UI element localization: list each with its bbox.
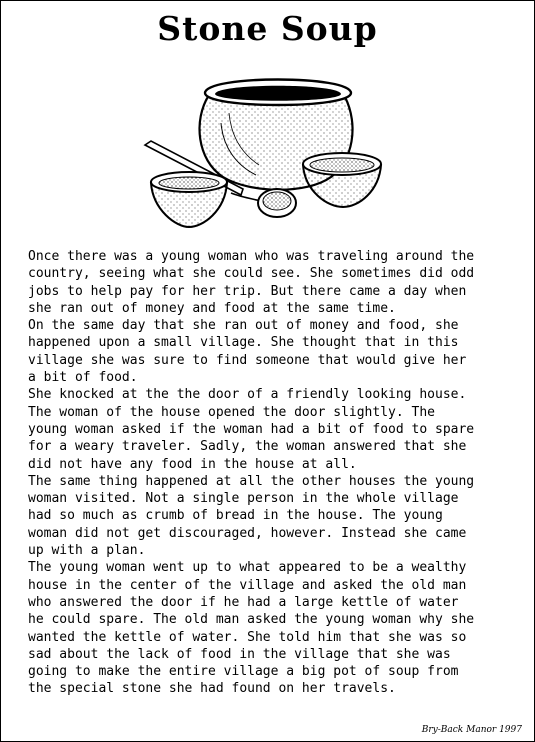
story-line: had so much as crumb of bread in the house. The young — [28, 508, 443, 524]
story-text — [28, 248, 528, 698]
story-line: woman did not get discouraged, however. Instead she came — [28, 525, 467, 541]
story-line: up with a plan. — [28, 543, 146, 559]
right-bowl-icon — [303, 153, 381, 207]
story-line: he could spare. The old man asked the young woman why she — [28, 612, 475, 628]
story-line: happened upon a small village. She thought that in this — [28, 335, 459, 351]
story-line: The same thing happened at all the other houses the young — [28, 473, 475, 489]
story-line: country, seeing what she could see. She sometimes did odd — [28, 266, 475, 282]
story-line: sad about the lack of food in the village that she was — [28, 646, 451, 662]
page-title: Stone Soup — [157, 9, 378, 48]
story-line: Once there was a young woman who was traveling around the — [28, 249, 475, 264]
story-line: who answered the door if he had a large kettle of water — [28, 594, 459, 610]
copyright-credit: Bry-Back Manor 1997 — [421, 725, 522, 735]
story-line: house in the center of the village and asked the old man — [28, 577, 467, 593]
story-line: did not have any food in the house at all. — [28, 456, 357, 472]
story-line: On the same day that she ran out of money and food, she — [28, 318, 459, 334]
story-line: The woman of the house opened the door slightly. The — [28, 404, 435, 420]
story-line: jobs to help pay for her trip. But there came a day when — [28, 283, 467, 299]
soup-pot-with-bowls-and-ladle-icon — [131, 65, 401, 235]
story-line: the special stone she had found on her travels. — [28, 681, 396, 697]
story-line: woman visited. Not a single person in the whole village — [28, 491, 459, 507]
story-line: she ran out of money and food at the same time. — [28, 300, 396, 316]
story-line: young woman asked if the woman had a bit of food to spare — [28, 421, 475, 437]
story-line: going to make the entire village a big pot of soup from — [28, 664, 459, 680]
story-line: village she was sure to find someone that would give her — [28, 352, 467, 368]
story-line: The young woman went up to what appeared to be a wealthy — [28, 560, 467, 576]
left-bowl-icon — [151, 172, 227, 227]
story-line: She knocked at the the door of a friendly looking house. — [28, 387, 467, 403]
story-line: a bit of food. — [28, 370, 138, 386]
story-line: for a weary traveler. Sadly, the woman answered that she — [28, 439, 467, 455]
story-line: wanted the kettle of water. She told him that she was so — [28, 629, 467, 645]
